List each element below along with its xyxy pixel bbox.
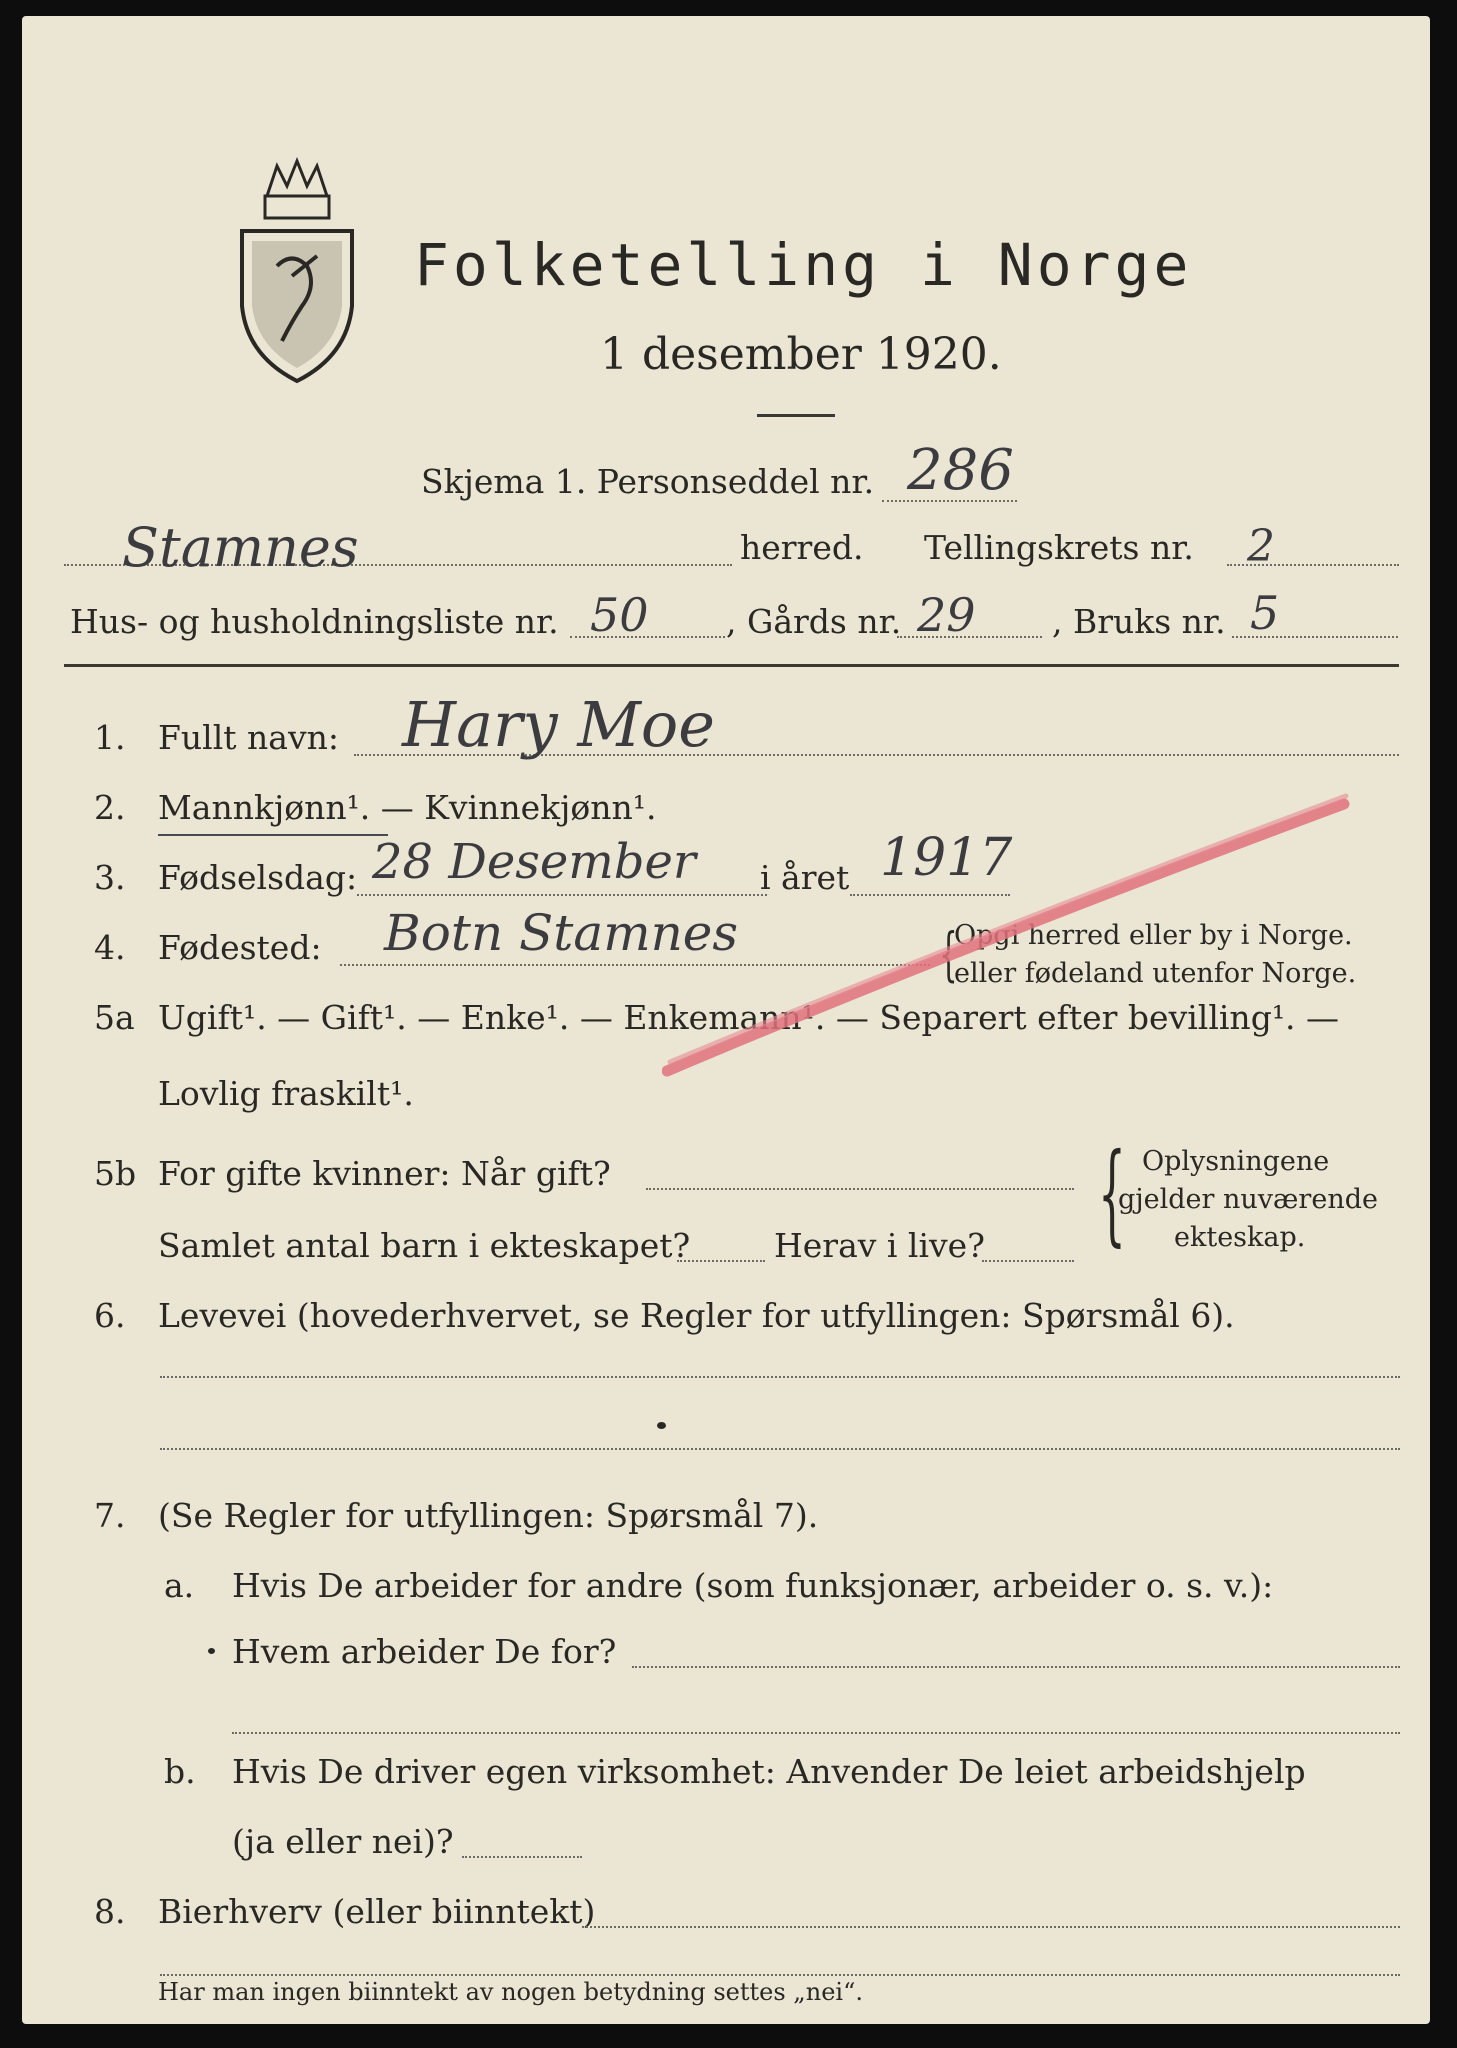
q5b-number: 5b <box>94 1154 137 1193</box>
q7a-label: Hvis De arbeider for andre (som funksjonær, arbeider o. s. v.): <box>232 1566 1274 1605</box>
form-title: Folketelling i Norge <box>414 231 1193 299</box>
q3-number: 3. <box>94 858 126 897</box>
q4-note-2: eller fødeland utenfor Norge. <box>954 958 1357 989</box>
q8-number: 8. <box>94 1892 126 1931</box>
q7-label: (Se Regler for utfyllingen: Spørsmål 7). <box>158 1496 819 1535</box>
q5a-number: 5a <box>94 998 135 1037</box>
ink-dot-small <box>208 1648 215 1654</box>
footer-note: Har man ingen biinntekt av nogen betydning settes „nei“. <box>158 1978 863 2006</box>
q7b-label: Hvis De driver egen virksomhet: Anvender De leiet arbeidshjelp <box>232 1752 1306 1791</box>
q5b-married-line <box>646 1188 1074 1190</box>
q5b-note-1: Oplysningene <box>1142 1146 1330 1177</box>
q8-line-2 <box>160 1974 1400 1976</box>
q7a-employer-line <box>632 1666 1400 1668</box>
census-form <box>22 16 1430 2024</box>
bruks-value: 5 <box>1250 586 1280 640</box>
q5b-children-line <box>677 1260 765 1262</box>
q7-number: 7. <box>94 1496 126 1535</box>
husliste-value: 50 <box>590 588 649 642</box>
form-date: 1 desember 1920. <box>600 329 1002 380</box>
q5b-brace: { <box>1098 1129 1126 1257</box>
gards-value: 29 <box>917 588 976 642</box>
q6-line-2 <box>160 1448 1400 1450</box>
q3-date-value: 28 Desember <box>372 834 696 890</box>
husliste-label: Hus- og husholdningsliste nr. <box>70 602 559 641</box>
ink-dot <box>657 1422 666 1429</box>
q5a-label: Ugift¹. — Gift¹. — Enke¹. — Enkemann¹. — Separert efter bevilling¹. — <box>158 998 1340 1037</box>
q7a-letter: a. <box>164 1566 195 1605</box>
q5b-note-3: ekteskap. <box>1174 1222 1306 1253</box>
gards-label: , Gårds nr. <box>726 602 902 641</box>
q4-number: 4. <box>94 928 126 967</box>
q6-number: 6. <box>94 1296 126 1335</box>
q2-male-underline <box>158 834 388 836</box>
q5b-alive-line <box>982 1260 1074 1262</box>
q3-label: Fødselsdag: <box>158 858 358 897</box>
red-pencil-strike <box>662 786 1362 1086</box>
q7b-letter: b. <box>164 1752 196 1791</box>
header-divider <box>64 664 1399 667</box>
q8-label: Bierhverv (eller biinntekt) <box>158 1892 596 1931</box>
q5b-note-2: gjelder nuværende <box>1118 1184 1378 1215</box>
q3-year-value: 1917 <box>880 828 1013 888</box>
q7a-employer-line-2 <box>232 1732 1400 1734</box>
herred-label: herred. <box>740 528 864 567</box>
q3-year-label: i året <box>760 858 850 897</box>
title-divider <box>757 414 835 417</box>
q7a-employer-label: Hvem arbeider De for? <box>232 1632 617 1671</box>
q4-value: Botn Stamnes <box>384 904 739 962</box>
q5a-label-cont: Lovlig fraskilt¹. <box>158 1074 414 1113</box>
q5b-children-label: Samlet antal barn i ekteskapet? <box>158 1226 691 1265</box>
tellingskrets-value: 2 <box>1247 521 1275 572</box>
schema-number-value: 286 <box>907 438 1014 503</box>
coat-of-arms-icon <box>232 156 362 386</box>
q1-number: 1. <box>94 718 126 757</box>
q6-label: Levevei (hovederhvervet, se Regler for utfyllingen: Spørsmål 6). <box>158 1296 1235 1335</box>
q5b-alive-label: Herav i live? <box>774 1226 985 1265</box>
q6-line-1 <box>160 1376 1400 1378</box>
q7b-line <box>462 1856 582 1858</box>
q7b-label-cont: (ja eller nei)? <box>232 1822 454 1861</box>
q4-label: Fødested: <box>158 928 322 967</box>
q2-number: 2. <box>94 788 126 827</box>
q5b-label: For gifte kvinner: Når gift? <box>158 1154 611 1193</box>
q4-note-1: Opgi herred eller by i Norge. <box>954 920 1353 951</box>
tellingskrets-label: Tellingskrets nr. <box>924 528 1194 567</box>
q2-label: Mannkjønn¹. — Kvinnekjønn¹. <box>158 788 657 827</box>
herred-value: Stamnes <box>122 516 359 579</box>
q1-label: Fullt navn: <box>158 718 339 757</box>
q4-brace: { <box>939 920 958 988</box>
bruks-label: , Bruks nr. <box>1052 602 1226 641</box>
q1-value: Hary Moe <box>402 688 715 761</box>
schema-label: Skjema 1. Personseddel nr. <box>421 462 875 501</box>
q8-line <box>582 1926 1400 1928</box>
